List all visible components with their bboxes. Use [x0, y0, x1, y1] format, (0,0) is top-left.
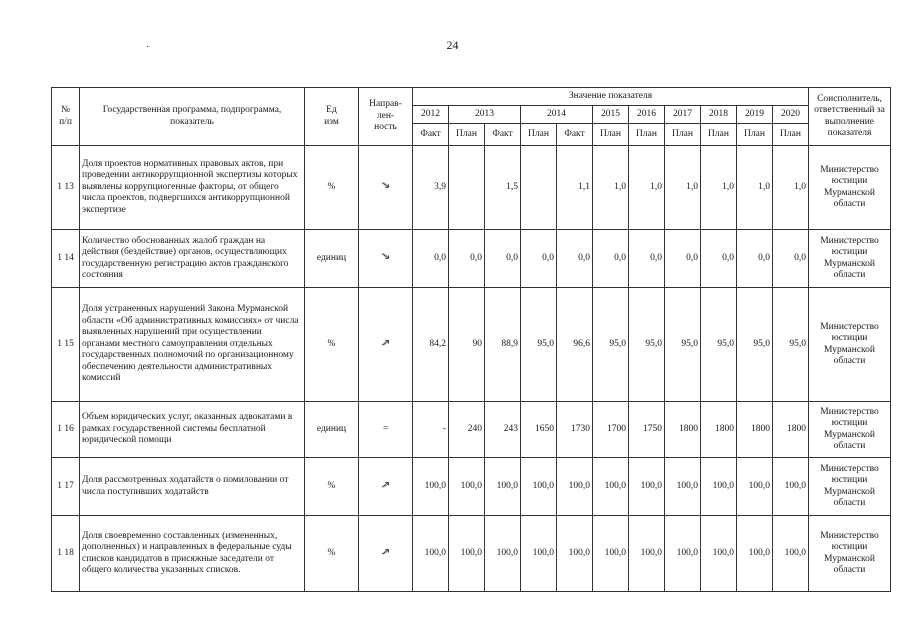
value-cell: 1730	[557, 402, 593, 458]
year-2017: 2017	[665, 106, 701, 124]
value-cell: 0,0	[773, 230, 809, 288]
year-2013: 2013	[449, 106, 521, 124]
year-2014: 2014	[521, 106, 593, 124]
subcol-header: План	[521, 124, 557, 146]
indicator-name: Доля рассмотренных ходатайств о помиловании от числа поступивших ходатайств	[80, 458, 305, 516]
value-cell: 1,0	[773, 146, 809, 230]
responsible-cell: Министерство юстиции Мурманской области	[809, 458, 891, 516]
arrow-up-icon	[381, 481, 391, 491]
table-row	[52, 146, 891, 230]
unit-cell: %	[305, 288, 359, 402]
direction-cell	[359, 288, 413, 402]
value-cell: 0,0	[701, 230, 737, 288]
value-cell: 1,0	[737, 146, 773, 230]
value-cell: 100,0	[593, 458, 629, 516]
year-2016: 2016	[629, 106, 665, 124]
value-cell: 1750	[629, 402, 665, 458]
year-2019: 2019	[737, 106, 773, 124]
value-cell: 1,0	[629, 146, 665, 230]
value-cell: 100,0	[485, 516, 521, 592]
value-cell: 88,9	[485, 288, 521, 402]
table-row	[52, 402, 891, 458]
subcol-header: Факт	[557, 124, 593, 146]
arrow-down-icon	[381, 253, 391, 263]
value-cell: 0,0	[557, 230, 593, 288]
value-cell: 100,0	[701, 458, 737, 516]
value-cell: 100,0	[665, 516, 701, 592]
row-number: 1 14	[52, 230, 80, 288]
value-cell: 0,0	[665, 230, 701, 288]
unit-cell: %	[305, 146, 359, 230]
indicator-name: Объем юридических услуг, оказанных адвокатами в рамках государственной системы бесплатной юридической помощи	[80, 402, 305, 458]
header-unit: Ед изм	[305, 88, 359, 146]
responsible-cell: Министерство юстиции Мурманской области	[809, 288, 891, 402]
responsible-cell: Министерство юстиции Мурманской области	[809, 402, 891, 458]
value-cell: 95,0	[593, 288, 629, 402]
row-number: 1 15	[52, 288, 80, 402]
value-cell: 100,0	[557, 516, 593, 592]
value-cell: 100,0	[701, 516, 737, 592]
value-cell: 243	[485, 402, 521, 458]
value-cell: 100,0	[773, 516, 809, 592]
row-number: 1 16	[52, 402, 80, 458]
value-cell: 1700	[593, 402, 629, 458]
value-cell: 100,0	[485, 458, 521, 516]
value-cell: 95,0	[701, 288, 737, 402]
value-cell: 240	[449, 402, 485, 458]
value-cell: 0,0	[593, 230, 629, 288]
row-number: 1 17	[52, 458, 80, 516]
value-cell: 1800	[665, 402, 701, 458]
value-cell: 95,0	[737, 288, 773, 402]
subcol-header: План	[629, 124, 665, 146]
value-cell: 1,0	[701, 146, 737, 230]
value-cell: 0,0	[521, 230, 557, 288]
value-cell: 100,0	[737, 458, 773, 516]
table-header	[52, 88, 891, 146]
value-cell: 1800	[737, 402, 773, 458]
table-body	[52, 146, 891, 592]
row-number: 1 13	[52, 146, 80, 230]
value-cell: 84,2	[413, 288, 449, 402]
indicator-name: Доля проектов нормативных правовых актов, при проведении антикоррупционной экспертизы которых выявлены коррупциогенные факторы, от общего числа проектов, подвергшихся антикоррупционной экспертизе	[80, 146, 305, 230]
indicator-table	[51, 87, 891, 592]
value-cell: 100,0	[413, 516, 449, 592]
year-2015: 2015	[593, 106, 629, 124]
value-cell: 100,0	[449, 458, 485, 516]
row-number: 1 18	[52, 516, 80, 592]
value-cell: 90	[449, 288, 485, 402]
value-cell: 0,0	[413, 230, 449, 288]
value-cell: 1,0	[665, 146, 701, 230]
value-cell: 0,0	[485, 230, 521, 288]
stray-dot: ·	[146, 42, 150, 53]
arrow-down-icon	[381, 182, 391, 192]
year-2012: 2012	[413, 106, 449, 124]
subcol-header: Факт	[413, 124, 449, 146]
indicator-name: Количество обоснованных жалоб граждан на действия (бездействие) органов, осуществляющих государственную регистрацию актов гражданского состояния	[80, 230, 305, 288]
value-cell: 1650	[521, 402, 557, 458]
unit-cell: %	[305, 516, 359, 592]
value-cell: 0,0	[737, 230, 773, 288]
table-row	[52, 516, 891, 592]
header-num: № п/п	[52, 88, 80, 146]
page-number: 24	[446, 38, 459, 52]
value-cell: 1,5	[485, 146, 521, 230]
header-values-title: Значение показателя	[413, 88, 809, 106]
value-cell: 100,0	[521, 516, 557, 592]
value-cell: 100,0	[449, 516, 485, 592]
table-row	[52, 230, 891, 288]
value-cell: 95,0	[773, 288, 809, 402]
year-2020: 2020	[773, 106, 809, 124]
unit-cell: единиц	[305, 402, 359, 458]
direction-cell	[359, 516, 413, 592]
direction-cell: =	[359, 402, 413, 458]
value-cell: 0,0	[629, 230, 665, 288]
table-row	[52, 288, 891, 402]
indicator-name: Доля своевременно составленных (измененных, дополненных) и направленных в федеральные суды списков кандидатов в присяжные заседатели от общего количества указанных списков.	[80, 516, 305, 592]
header-responsible: Соисполнитель, ответственный за выполнение показателя	[809, 88, 891, 146]
indicator-name: Доля устраненных нарушений Закона Мурманской области «Об административных комиссиях» от числа выявленных нарушений при осуществлении органами местного самоуправления отдельных государственных полномочий по организационному обеспечению деятельности административных комиссий	[80, 288, 305, 402]
subcol-header: План	[773, 124, 809, 146]
value-cell: 96,6	[557, 288, 593, 402]
value-cell: 100,0	[593, 516, 629, 592]
responsible-cell: Министерство юстиции Мурманской области	[809, 146, 891, 230]
header-name: Государственная программа, подпрограмма, показатель	[80, 88, 305, 146]
value-cell: 95,0	[521, 288, 557, 402]
unit-cell: единиц	[305, 230, 359, 288]
table-row	[52, 458, 891, 516]
value-cell: 100,0	[737, 516, 773, 592]
value-cell: 1,1	[557, 146, 593, 230]
value-cell	[449, 146, 485, 230]
subcol-header: План	[701, 124, 737, 146]
value-cell	[521, 146, 557, 230]
responsible-cell: Министерство юстиции Мурманской области	[809, 230, 891, 288]
direction-cell	[359, 458, 413, 516]
value-cell: 100,0	[665, 458, 701, 516]
value-cell: 100,0	[413, 458, 449, 516]
value-cell: 95,0	[665, 288, 701, 402]
direction-cell	[359, 230, 413, 288]
value-cell: 100,0	[521, 458, 557, 516]
arrow-up-icon	[381, 339, 391, 349]
subcol-header: План	[737, 124, 773, 146]
subcol-header: План	[665, 124, 701, 146]
value-cell: 100,0	[773, 458, 809, 516]
direction-cell	[359, 146, 413, 230]
value-cell: 95,0	[629, 288, 665, 402]
value-cell: -	[413, 402, 449, 458]
value-cell: 100,0	[629, 458, 665, 516]
value-cell: 100,0	[557, 458, 593, 516]
subcol-header: Факт	[485, 124, 521, 146]
arrow-up-icon	[381, 548, 391, 558]
subcol-header: План	[593, 124, 629, 146]
value-cell: 1800	[773, 402, 809, 458]
unit-cell: %	[305, 458, 359, 516]
value-cell: 1800	[701, 402, 737, 458]
responsible-cell: Министерство юстиции Мурманской области	[809, 516, 891, 592]
header-direction: Направ- лен- ность	[359, 88, 413, 146]
subcol-header: План	[449, 124, 485, 146]
year-2018: 2018	[701, 106, 737, 124]
value-cell: 100,0	[629, 516, 665, 592]
value-cell: 3,9	[413, 146, 449, 230]
value-cell: 1,0	[593, 146, 629, 230]
value-cell: 0,0	[449, 230, 485, 288]
